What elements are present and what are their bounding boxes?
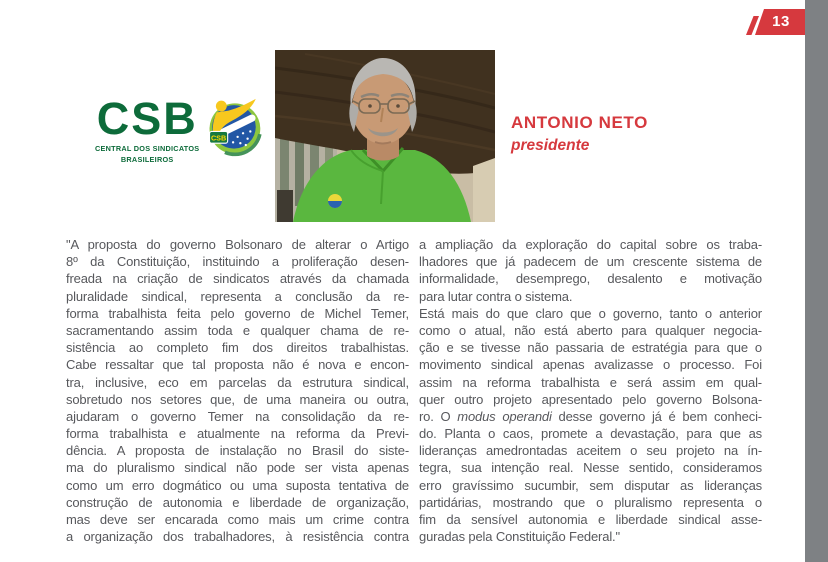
text-line: Está mais do que claro que o governo, tanto o anterior xyxy=(419,305,762,321)
text-line: informalidade, desemprego, desalento e motivação xyxy=(419,271,762,287)
text-line: dência. A proposta de instalação no Brasil do siste- xyxy=(66,443,409,459)
text-line: do. Planta o caos, promete a devastação, para que as xyxy=(419,426,762,442)
csb-logo-text xyxy=(95,93,200,166)
text-line: tra, inclusive, eco em parcelas da estrutura sindical, xyxy=(66,374,409,390)
logo-acronym: CSB xyxy=(96,93,198,144)
text-line: guradas pela Constituição Federal." xyxy=(419,529,620,545)
text-line: forma trabalhista e atualmente na reforma da Previ- xyxy=(66,426,409,442)
article-column-1 xyxy=(66,236,409,545)
csb-logo xyxy=(95,93,263,166)
text-line: a organização dos trabalhadores, à resistência contra xyxy=(66,529,409,545)
text-line: como o atual, não está aberto para qualquer negocia- xyxy=(419,322,762,338)
logo-tagline-line2: BRASILEIROS xyxy=(120,154,174,164)
text-line: para lutar contra o sistema. xyxy=(419,288,573,304)
text-line: construção de autonomia e liberdade de organização, xyxy=(66,494,409,510)
text-line: como um erro dogmático ou uma suposta tentativa de xyxy=(66,477,409,493)
csb-emblem-icon xyxy=(205,94,263,158)
text-line: erro gravíssimo sucumbir, sem disputar as lideranças xyxy=(419,477,762,493)
text-line: ajudaram o governo Temer na consolidação da re- xyxy=(66,408,409,424)
author-role: presidente xyxy=(511,137,590,154)
logo-tagline-line1: CENTRAL DOS SINDICATOS xyxy=(95,144,200,153)
text-line: sistência ao completo fim dos direitos trabalhistas. xyxy=(66,340,409,356)
text-line: ro. O modus operandi desse governo já é bem conheci- xyxy=(419,408,762,424)
portrait-photo xyxy=(275,50,495,222)
text-line: "A proposta do governo Bolsonaro de alterar o Artigo xyxy=(66,237,409,252)
text-line: forma trabalhista feita pelo governo de Michel Temer, xyxy=(66,305,409,321)
text-line: mas deve ser encarada como mais um crime contra xyxy=(66,512,409,527)
text-line: ção e se tivesse não passaria de estratégia para que o xyxy=(419,340,762,356)
author-block xyxy=(511,113,648,155)
portrait-illustration xyxy=(275,50,495,222)
text-line: sacramentando assim toda e qualquer chama de re- xyxy=(66,322,409,338)
text-line: a ampliação da exploração do capital sobre os traba- xyxy=(419,237,762,252)
logo-tagline xyxy=(95,144,199,166)
text-line: ma do pluralismo sindical não pode ser vista apenas xyxy=(66,460,409,476)
page-number-tab xyxy=(743,9,805,35)
text-line: partidárias, mostrando que o pluralismo representa o xyxy=(419,494,762,510)
text-line: lideranças amedrontadas aceitem o seu projeto na ín- xyxy=(419,443,762,459)
article-column-2 xyxy=(419,236,762,545)
emblem-badge-text: CSB xyxy=(211,133,227,143)
text-line: assim na reforma trabalhista e será assim em qual- xyxy=(419,374,762,390)
text-line: quer outro projeto apresentado pelo governo Bolsona- xyxy=(419,391,762,407)
text-line: movimento sindical apenas avalizasse o processo. Foi xyxy=(419,357,762,373)
text-line: tegra, sua intenção real. Nesse sentido, consideramos xyxy=(419,460,762,476)
text-line: pluralidade sindical, representa a conclusão da re- xyxy=(66,288,409,304)
text-line: sobretudo nos setores que, de uma maneira ou outra, xyxy=(66,391,409,407)
text-line: fim da sensível autonomia e liberdade sindical asse- xyxy=(419,512,762,527)
author-name: ANTONIO NETO xyxy=(511,113,648,132)
text-line: 8º da Constituição, instituindo a proliferação desen- xyxy=(66,254,409,270)
text-line: freada na criação de sindicatos através da chamada xyxy=(66,271,409,287)
text-line: Cabe ressaltar que tal proposta não é nova e encon- xyxy=(66,357,409,373)
page-edge-strip xyxy=(805,0,828,562)
text-line: lhadores que já padecem de um crescente sistema de xyxy=(419,254,762,270)
page-number: 13 xyxy=(772,13,790,30)
